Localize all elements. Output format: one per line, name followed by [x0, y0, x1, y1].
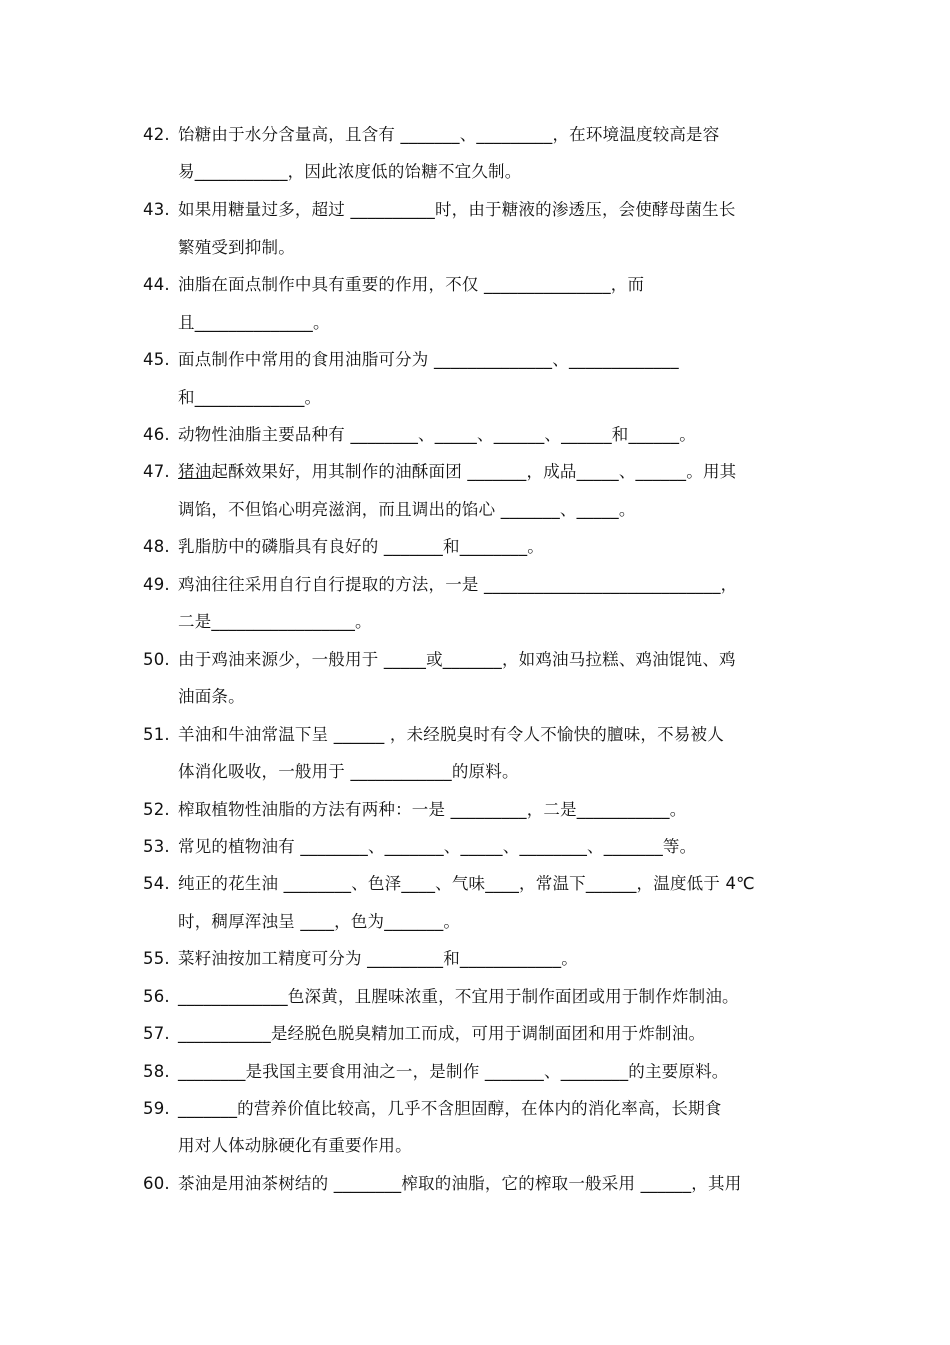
question-44: 44. 油脂在面点制作中具有重要的作用，不仅 _______________，而	[143, 275, 645, 294]
question-47-cont: 调馅，不但馅心明亮滋润，而且调出的馅心 _______、_____。	[178, 500, 636, 519]
question-49-cont: 二是_________________。	[178, 612, 372, 631]
question-56: 56. _____________色深黄，且腥味浓重，不宜用于制作面团或用于制作炸制油。	[143, 987, 739, 1006]
question-42: 42. 饴糖由于水分含量高，且含有 _______、_________，在环境温度较高是容	[143, 125, 720, 144]
underlined-term: 猪油	[178, 462, 212, 481]
question-43: 43. 如果用糖量过多，超过 __________时，由于糖液的渗透压，会使酵母菌生长	[143, 200, 736, 219]
question-50: 50. 由于鸡油来源少，一般用于 _____或_______，如鸡油马拉糕、鸡油馄饨、鸡	[143, 650, 736, 669]
question-53: 53. 常见的植物油有 ________、_______、_____、________、_______等。	[143, 837, 697, 856]
question-49: 49. 鸡油往往采用自行自行提取的方法，一是 ____________________________，	[143, 575, 738, 594]
question-58: 58. ________是我国主要食用油之一，是制作 _______、________的主要原料。	[143, 1062, 729, 1081]
question-45: 45. 面点制作中常用的食用油脂可分为 ______________、_____________	[143, 350, 679, 369]
question-59: 59. _______的营养价值比较高，几乎不含胆固醇，在体内的消化率高，长期食	[143, 1099, 722, 1118]
question-42-cont: 易___________，因此浓度低的饴糖不宜久制。	[178, 162, 522, 181]
question-48: 48. 乳脂肪中的磷脂具有良好的 _______和________。	[143, 537, 544, 556]
question-54: 54. 纯正的花生油 ________、色泽____、气味____，常温下______，温度低于 4℃	[143, 874, 755, 893]
question-51: 51. 羊油和牛油常温下呈 ______ ，未经脱臭时有令人不愉快的膻味，不易被人	[143, 725, 724, 744]
question-54-cont: 时，稠厚浑浊呈 ____，色为_______。	[178, 912, 461, 931]
question-59-cont: 用对人体动脉硬化有重要作用。	[178, 1136, 412, 1155]
question-60: 60. 茶油是用油茶树结的 ________榨取的油脂，它的榨取一般采用 ______，其用	[143, 1174, 742, 1193]
question-55: 55. 菜籽油按加工精度可分为 _________和____________。	[143, 949, 578, 968]
question-44-cont: 且______________。	[178, 313, 330, 332]
question-45-cont: 和_____________。	[178, 388, 322, 407]
question-43-cont: 繁殖受到抑制。	[178, 238, 295, 257]
question-52: 52. 榨取植物性油脂的方法有两种：一是 _________，二是___________。	[143, 800, 687, 819]
question-50-cont: 油面条。	[178, 687, 245, 706]
question-46: 46. 动物性油脂主要品种有 ________、_____、______、______和______。	[143, 425, 696, 444]
question-47: 47. 猪油起酥效果好，用其制作的油酥面团 _______，成品_____、______。用其	[143, 462, 737, 481]
question-57: 57. ___________是经脱色脱臭精加工而成，可用于调制面团和用于炸制油。	[143, 1024, 706, 1043]
question-51-cont: 体消化吸收，一般用于 ____________的原料。	[178, 762, 519, 781]
